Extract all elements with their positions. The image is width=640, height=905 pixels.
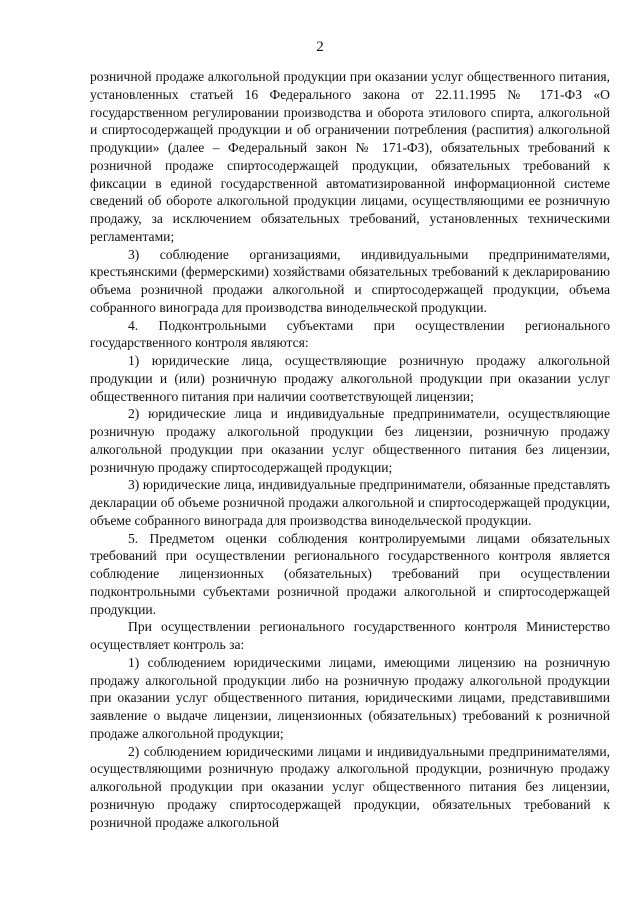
page-number: 2 <box>316 39 324 55</box>
paragraph: 1) соблюдением юридическими лицами, имеющими лицензию на розничную продажу алкогольной продукции либо на розничную продажу алкогольной продукции при оказании услуг общественного питания, юридическими лицами, представившими заявление о выдаче лицензии, лицензионных (обязательных) требований к розничной продаже алкогольной продукции; <box>90 654 610 741</box>
document-body <box>90 68 610 831</box>
paragraph: 5. Предметом оценки соблюдения контролируемыми лицами обязательных требований при осуществлении регионального государственного контроля является соблюдение лицензионных (обязательных) требований при осуществлении подконтрольными субъектами розничной продажи алкогольной и спиртосодержащей продукции. <box>90 530 610 617</box>
paragraph: 2) юридические лица и индивидуальные предприниматели, осуществляющие розничную продажу алкогольной продукции без лицензии, розничную продажу алкогольной продукции при оказании услуг общественного питания без лицензии, розничную продажу спиртосодержащей продукции; <box>90 406 610 475</box>
paragraph: 1) юридические лица, осуществляющие розничную продажу алкогольной продукции и (или) розничную продажу алкогольной продукции при оказании услуг общественного питания при наличии соответствующей лицензии; <box>90 353 610 404</box>
paragraph: 3) соблюдение организациями, индивидуальными предпринимателями, крестьянскими (фермерскими) хозяйствами обязательных требований к декларированию объема розничной продажи алкогольной и спиртосодержащей продукции, объема собранного винограда для производства винодельческой продукции. <box>90 246 610 315</box>
paragraph: 4. Подконтрольными субъектами при осуществлении регионального государственного контроля являются: <box>90 317 610 351</box>
paragraph: 3) юридические лица, индивидуальные предприниматели, обязанные представлять декларации об объеме розничной продажи алкогольной и спиртосодержащей продукции, объеме собранного винограда для производства винодельческой продукции. <box>90 477 610 528</box>
paragraph: розничной продаже алкогольной продукции при оказании услуг общественного питания, установленных статьей 16 Федерального закона от 22.11.1995 № 171-ФЗ «О государственном регулировании производства и оборота этилового спирта, алкогольной и спиртосодержащей продукции и об ограничении потребления (распития) алкогольной продукции» (далее – Федеральный закон № 171-ФЗ), обязательных требований к розничной продаже спиртосодержащей продукции, обязательных требований к фиксации в единой государственной автоматизированной информационной системе сведений об обороте алкогольной продукции лицами, осуществляющими ее розничную продажу, за исключением обязательных требований, установленных техническими регламентами; <box>90 69 610 244</box>
paragraph: 2) соблюдением юридическими лицами и индивидуальными предпринимателями, осуществляющими розничную продажу алкогольной продукции, розничную продажу алкогольной продукции при оказании услуг общественного питания без лицензии, розничную продажу спиртосодержащей продукции, обязательных требований к розничной продаже алкогольной <box>90 743 610 830</box>
paragraph: При осуществлении регионального государственного контроля Министерство осуществляет контроль за: <box>90 619 610 652</box>
